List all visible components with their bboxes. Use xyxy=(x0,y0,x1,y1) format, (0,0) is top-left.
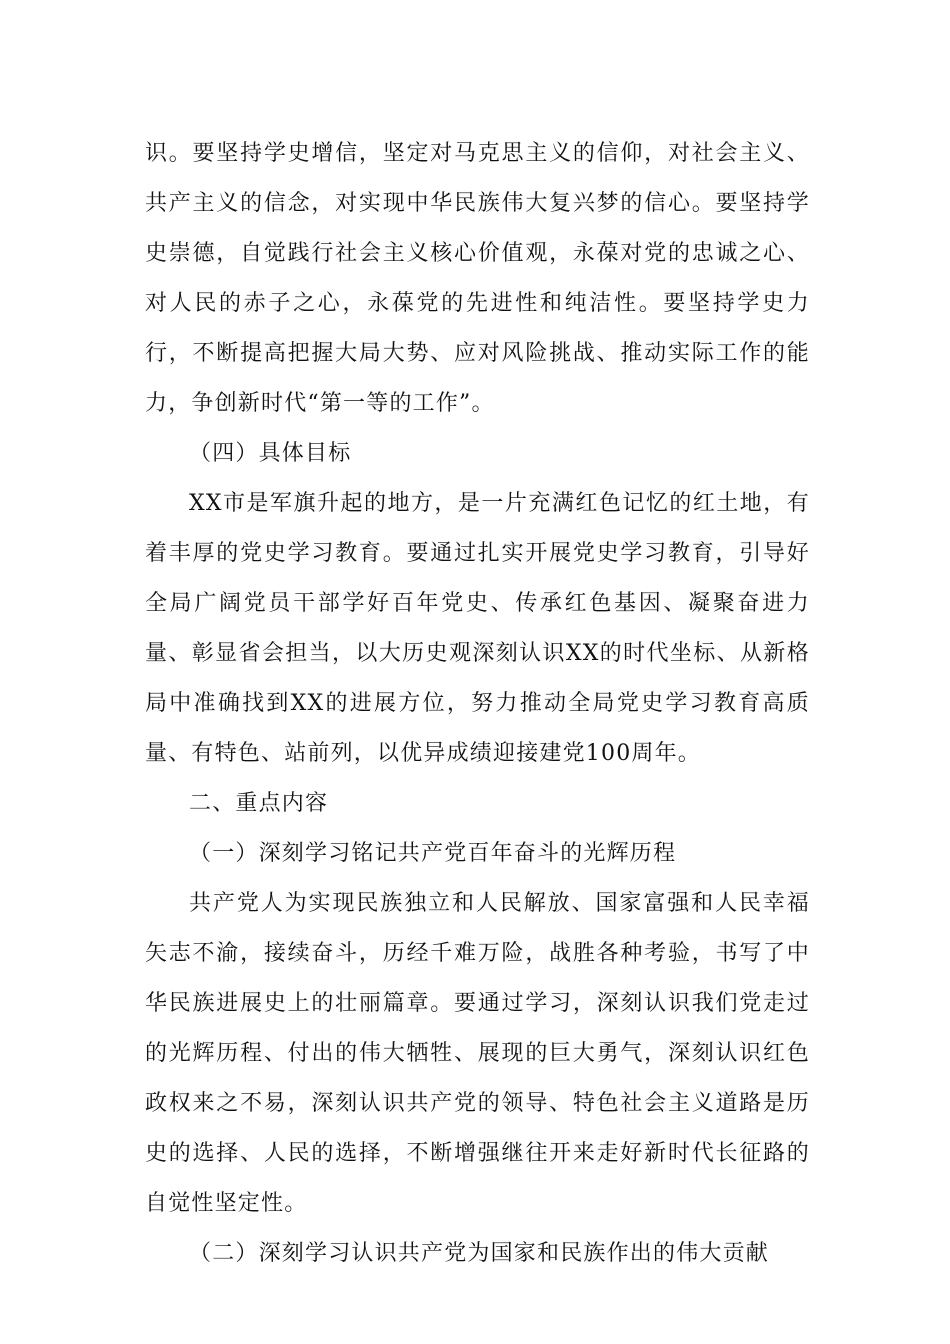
subheading-specific-goals: （四）具体目标 xyxy=(189,441,352,466)
paragraph-goals: XX市是军旗升起的地方，是一片充满红色记忆的红土地，有着丰厚的党史学习教育。要通过扎实开展党史学习教育，引导好全局广阔党员干部学好百年党史、传承红色基因、凝聚奋进力量、彰显省会担当，以大历史观深刻认识XX的时代坐标、从新格局中准确找到XX的进展方位，努力推动全局党史学习教育高质量、有特色、站前列，以优异成绩迎接建党100周年。 xyxy=(145,491,810,766)
subheading-glorious-course: （一）深刻学习铭记共产党百年奋斗的光辉历程 xyxy=(189,841,677,866)
section-heading-key-content: 二、重点内容 xyxy=(189,791,329,816)
paragraph-continuation: 识。要坚持学史增信，坚定对马克思主义的信仰，对社会主义、共产主义的信念，对实现中华民族伟大复兴梦的信心。要坚持学史崇德，自觉践行社会主义核心价值观，永葆对党的忠诚之心、对人民的赤子之心，永葆党的先进性和纯洁性。要坚持学史力行，不断提高把握大局大势、应对风险挑战、推动实际工作的能力，争创新时代“第一等的工作”。 xyxy=(145,141,810,416)
body-text xyxy=(145,129,810,1279)
subheading-great-contribution: （二）深刻学习认识共产党为国家和民族作出的伟大贡献 xyxy=(189,1241,770,1266)
paragraph-glorious-course: 共产党人为实现民族独立和人民解放、国家富强和人民幸福矢志不渝，接续奋斗，历经千难万险，战胜各种考验，书写了中华民族进展史上的壮丽篇章。要通过学习，深刻认识我们党走过的光辉历程、付出的伟大牺牲、展现的巨大勇气，深刻认识红色政权来之不易，深刻认识共产党的领导、特色社会主义道路是历史的选择、人民的选择，不断增强继往开来走好新时代长征路的自觉性坚定性。 xyxy=(145,891,810,1216)
